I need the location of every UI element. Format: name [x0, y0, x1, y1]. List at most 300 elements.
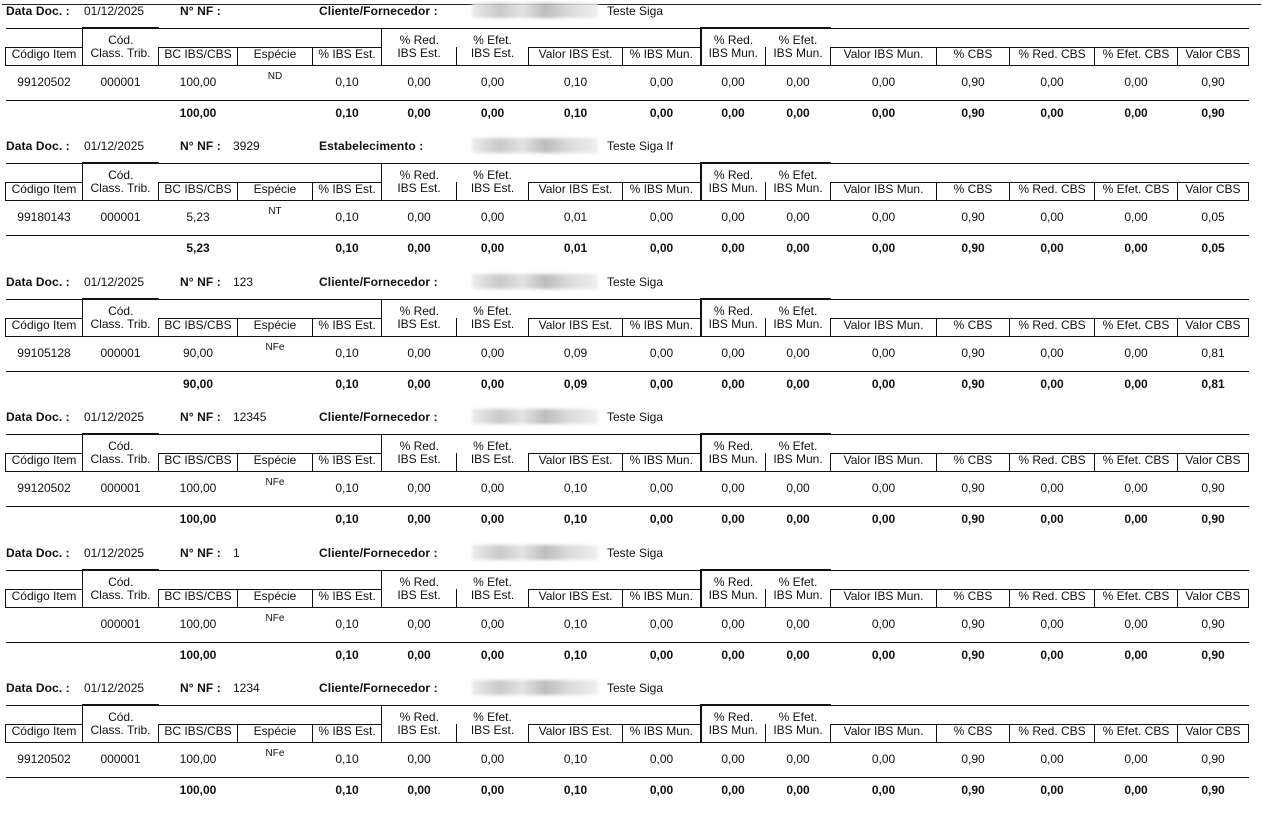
cell-pct-efet-cbs: 0,00 [1124, 210, 1148, 224]
totals-row [6, 371, 1249, 397]
cell-pct-red-ibs-mun: 0,00 [721, 481, 745, 495]
col-header-top-pct-red-ibs-est: % Red. [382, 299, 457, 318]
header-row-bottom [6, 47, 1249, 65]
total-valor-ibs-est: 0,09 [529, 371, 623, 397]
total-pct-cbs: 0,90 [937, 777, 1010, 803]
cell-pct-efet-ibs-est: 0,00 [480, 210, 505, 224]
col-header-pct-red-ibs-est: IBS Est. [382, 318, 457, 336]
party-name: Teste Siga [607, 546, 664, 560]
col-header-pct-cbs: % CBS [937, 589, 1010, 607]
col-header-valor-ibs-mun: Valor IBS Mun. [831, 47, 937, 65]
col-header-cod-class-trib: Class. Trib. [83, 47, 159, 65]
party-name: Teste Siga [607, 681, 664, 695]
cell-valor-ibs-mun: 0,00 [871, 752, 896, 766]
total-especie [238, 235, 313, 261]
totals-row [6, 642, 1249, 668]
cell-valor-ibs-est: 0,10 [563, 617, 588, 631]
total-pct-red-ibs-mun: 0,00 [701, 777, 766, 803]
items-table [5, 27, 1249, 126]
total-pct-efet-cbs: 0,00 [1095, 371, 1178, 397]
redacted-party-id [472, 680, 598, 695]
redacted-party-id [472, 545, 598, 560]
party-name: Teste Siga If [607, 139, 674, 153]
total-bc-ibs-cbs: 100,00 [159, 506, 238, 532]
col-header-pct-red-cbs: % Red. CBS [1010, 724, 1095, 742]
total-valor-ibs-mun: 0,00 [831, 777, 937, 803]
col-header-top-valor-ibs-est [529, 705, 623, 724]
redacted-party-id [472, 138, 598, 153]
total-codigo-item [6, 371, 83, 397]
cell-pct-ibs-est: 0,10 [335, 210, 359, 224]
document-header [0, 409, 1263, 425]
col-header-top-valor-cbs [1178, 28, 1249, 47]
col-header-top-pct-efet-ibs-mun: % Efet. [766, 28, 831, 47]
cell-pct-efet-ibs-est: 0,00 [480, 75, 505, 89]
total-pct-ibs-est: 0,10 [313, 777, 382, 803]
col-header-top-pct-red-ibs-est: % Red. [382, 705, 457, 724]
total-cod-class-trib [83, 777, 159, 803]
party-label: Cliente/Fornecedor : [319, 546, 438, 560]
total-pct-efet-cbs: 0,00 [1095, 642, 1178, 668]
col-header-top-pct-efet-ibs-mun: % Efet. [766, 299, 831, 318]
col-header-pct-cbs: % CBS [937, 724, 1010, 742]
col-header-cod-class-trib: Class. Trib. [83, 724, 159, 742]
col-header-pct-efet-cbs: % Efet. CBS [1095, 318, 1178, 336]
col-header-valor-ibs-est: Valor IBS Est. [529, 47, 623, 65]
date-label: Data Doc. : [6, 410, 70, 424]
cell-bc-ibs-cbs: 100,00 [179, 481, 217, 495]
total-codigo-item [6, 642, 83, 668]
document-block [0, 542, 1263, 675]
cell-pct-ibs-est: 0,10 [335, 617, 359, 631]
col-header-pct-red-cbs: % Red. CBS [1010, 453, 1095, 471]
total-bc-ibs-cbs: 100,00 [159, 100, 238, 126]
cell-pct-red-cbs: 0,00 [1040, 752, 1064, 766]
cell-pct-red-cbs: 0,00 [1040, 481, 1064, 495]
col-header-especie: Espécie [238, 453, 313, 471]
total-pct-efet-ibs-est: 0,00 [457, 506, 529, 532]
col-header-top-pct-red-ibs-mun: % Red. [701, 299, 766, 318]
col-header-valor-ibs-mun: Valor IBS Mun. [831, 182, 937, 200]
total-pct-efet-ibs-est: 0,00 [457, 371, 529, 397]
totals-row [6, 100, 1249, 126]
col-header-top-valor-ibs-est [529, 570, 623, 589]
col-header-valor-ibs-est: Valor IBS Est. [529, 182, 623, 200]
cell-bc-ibs-cbs: 100,00 [179, 75, 217, 89]
col-header-top-pct-red-ibs-est: % Red. [382, 163, 457, 182]
col-header-top-especie [238, 299, 313, 318]
col-header-top-pct-efet-ibs-mun: % Efet. [766, 163, 831, 182]
col-header-top-valor-ibs-est [529, 434, 623, 453]
col-header-valor-cbs: Valor CBS [1178, 47, 1249, 65]
table-row [6, 607, 1249, 642]
table-row [6, 742, 1249, 777]
cell-pct-efet-cbs: 0,00 [1124, 346, 1148, 360]
col-header-pct-efet-ibs-mun: IBS Mun. [766, 724, 831, 742]
total-especie [238, 642, 313, 668]
total-codigo-item [6, 235, 83, 261]
col-header-top-valor-ibs-est [529, 28, 623, 47]
nf-number: 3929 [233, 139, 260, 153]
total-cod-class-trib [83, 506, 159, 532]
cell-pct-red-ibs-est: 0,00 [407, 617, 431, 631]
col-header-top-valor-cbs [1178, 705, 1249, 724]
col-header-valor-ibs-est: Valor IBS Est. [529, 318, 623, 336]
total-pct-red-ibs-mun: 0,00 [701, 100, 766, 126]
col-header-pct-efet-ibs-est: IBS Est. [457, 724, 529, 742]
cell-pct-red-cbs: 0,00 [1040, 210, 1064, 224]
doc-date: 01/12/2025 [84, 546, 145, 560]
col-header-top-pct-ibs-mun [623, 570, 701, 589]
col-header-especie: Espécie [238, 47, 313, 65]
col-header-pct-efet-ibs-est: IBS Est. [457, 47, 529, 65]
total-pct-ibs-mun: 0,00 [623, 506, 701, 532]
total-cod-class-trib [83, 642, 159, 668]
col-header-pct-cbs: % CBS [937, 47, 1010, 65]
col-header-pct-red-ibs-mun: IBS Mun. [701, 182, 766, 200]
total-pct-red-ibs-mun: 0,00 [701, 506, 766, 532]
col-header-especie: Espécie [238, 182, 313, 200]
total-valor-ibs-est: 0,10 [529, 100, 623, 126]
total-valor-ibs-mun: 0,00 [831, 642, 937, 668]
col-header-top-especie [238, 570, 313, 589]
col-header-cod-class-trib: Class. Trib. [83, 318, 159, 336]
total-valor-ibs-mun: 0,00 [831, 506, 937, 532]
cell-codigo-item: 99120502 [17, 752, 71, 766]
total-pct-efet-ibs-est: 0,00 [457, 777, 529, 803]
cell-pct-red-ibs-mun: 0,00 [721, 75, 745, 89]
col-header-top-cod-class-trib: Cód. [83, 705, 159, 724]
total-bc-ibs-cbs: 100,00 [159, 642, 238, 668]
col-header-top-pct-ibs-mun [623, 705, 701, 724]
col-header-pct-ibs-est: % IBS Est. [313, 47, 382, 65]
col-header-pct-cbs: % CBS [937, 182, 1010, 200]
col-header-top-cod-class-trib: Cód. [83, 28, 159, 47]
col-header-valor-cbs: Valor CBS [1178, 182, 1249, 200]
total-pct-efet-ibs-mun: 0,00 [766, 777, 831, 803]
total-pct-ibs-mun: 0,00 [623, 642, 701, 668]
col-header-top-pct-ibs-mun [623, 163, 701, 182]
totals-row [6, 506, 1249, 532]
total-pct-cbs: 0,90 [937, 235, 1010, 261]
date-label: Data Doc. : [6, 546, 70, 560]
cell-cod-class-trib: 000001 [100, 346, 141, 360]
total-valor-ibs-est: 0,01 [529, 235, 623, 261]
total-pct-efet-ibs-mun: 0,00 [766, 235, 831, 261]
redacted-party-id [472, 3, 598, 18]
cell-pct-red-cbs: 0,00 [1040, 346, 1064, 360]
col-header-top-bc-ibs-cbs [159, 434, 238, 453]
doc-date: 01/12/2025 [84, 275, 145, 289]
cell-pct-efet-cbs: 0,00 [1124, 617, 1148, 631]
doc-date: 01/12/2025 [84, 4, 145, 18]
cell-pct-red-ibs-est: 0,00 [407, 752, 431, 766]
total-cod-class-trib [83, 100, 159, 126]
col-header-top-cod-class-trib: Cód. [83, 570, 159, 589]
col-header-pct-red-ibs-est: IBS Est. [382, 724, 457, 742]
cell-cod-class-trib: 000001 [100, 752, 141, 766]
party-label: Cliente/Fornecedor : [319, 275, 438, 289]
cell-bc-ibs-cbs: 5,23 [186, 210, 210, 224]
col-header-top-pct-red-ibs-est: % Red. [382, 434, 457, 453]
col-header-pct-efet-ibs-est: IBS Est. [457, 318, 529, 336]
document-block [0, 271, 1263, 404]
col-header-pct-ibs-est: % IBS Est. [313, 318, 382, 336]
party-label: Cliente/Fornecedor : [319, 4, 438, 18]
cell-especie: NFe [265, 747, 285, 759]
total-pct-ibs-mun: 0,00 [623, 235, 701, 261]
col-header-top-valor-ibs-mun [831, 163, 937, 182]
total-cod-class-trib [83, 371, 159, 397]
col-header-top-pct-red-ibs-mun: % Red. [701, 28, 766, 47]
col-header-valor-cbs: Valor CBS [1178, 589, 1249, 607]
col-header-top-pct-cbs [937, 299, 1010, 318]
col-header-top-codigo-item [6, 28, 83, 47]
col-header-top-pct-ibs-est [313, 705, 382, 724]
col-header-top-valor-ibs-mun [831, 434, 937, 453]
document-header [0, 274, 1263, 290]
total-valor-cbs: 0,05 [1178, 235, 1249, 261]
date-label: Data Doc. : [6, 681, 70, 695]
cell-pct-red-cbs: 0,00 [1040, 75, 1064, 89]
col-header-top-pct-efet-cbs [1095, 28, 1178, 47]
total-pct-efet-cbs: 0,00 [1095, 506, 1178, 532]
header-row-top [6, 434, 1249, 453]
cell-valor-ibs-est: 0,09 [563, 346, 588, 360]
doc-date: 01/12/2025 [84, 139, 145, 153]
cell-valor-cbs: 0,90 [1201, 481, 1225, 495]
total-pct-efet-ibs-est: 0,00 [457, 235, 529, 261]
total-pct-cbs: 0,90 [937, 506, 1010, 532]
header-row-top [6, 570, 1249, 589]
col-header-valor-ibs-mun: Valor IBS Mun. [831, 453, 937, 471]
header-row-bottom [6, 318, 1249, 336]
col-header-top-valor-ibs-mun [831, 299, 937, 318]
cell-pct-efet-ibs-mun: 0,00 [786, 481, 810, 495]
col-header-bc-ibs-cbs: BC IBS/CBS [159, 724, 238, 742]
nf-number: 1234 [233, 681, 260, 695]
nf-label: N° NF : [180, 410, 221, 424]
col-header-top-pct-ibs-est [313, 570, 382, 589]
total-valor-cbs: 0,90 [1178, 777, 1249, 803]
cell-cod-class-trib: 000001 [100, 481, 141, 495]
col-header-top-valor-cbs [1178, 434, 1249, 453]
total-bc-ibs-cbs: 100,00 [159, 777, 238, 803]
cell-pct-ibs-est: 0,10 [335, 752, 359, 766]
items-table [5, 704, 1249, 803]
cell-valor-ibs-mun: 0,00 [871, 346, 896, 360]
nf-label: N° NF : [180, 681, 221, 695]
total-pct-red-ibs-mun: 0,00 [701, 235, 766, 261]
col-header-top-pct-red-cbs [1010, 570, 1095, 589]
col-header-top-pct-efet-ibs-est: % Efet. [457, 434, 529, 453]
cell-bc-ibs-cbs: 100,00 [179, 617, 217, 631]
col-header-top-pct-cbs [937, 28, 1010, 47]
total-pct-red-cbs: 0,00 [1010, 506, 1095, 532]
col-header-top-valor-ibs-mun [831, 705, 937, 724]
total-bc-ibs-cbs: 5,23 [159, 235, 238, 261]
col-header-valor-ibs-mun: Valor IBS Mun. [831, 724, 937, 742]
col-header-top-pct-efet-ibs-est: % Efet. [457, 28, 529, 47]
col-header-pct-red-ibs-mun: IBS Mun. [701, 453, 766, 471]
col-header-top-pct-ibs-mun [623, 299, 701, 318]
total-pct-ibs-mun: 0,00 [623, 777, 701, 803]
cell-pct-efet-ibs-mun: 0,00 [786, 75, 810, 89]
col-header-top-pct-cbs [937, 163, 1010, 182]
col-header-top-pct-efet-ibs-mun: % Efet. [766, 705, 831, 724]
cell-valor-cbs: 0,90 [1201, 75, 1225, 89]
cell-pct-efet-cbs: 0,00 [1124, 75, 1148, 89]
cell-pct-red-ibs-est: 0,00 [407, 75, 431, 89]
cell-pct-red-ibs-mun: 0,00 [721, 210, 745, 224]
col-header-top-codigo-item [6, 299, 83, 318]
cell-valor-cbs: 0,90 [1201, 752, 1225, 766]
total-cod-class-trib [83, 235, 159, 261]
cell-pct-cbs: 0,90 [961, 210, 985, 224]
col-header-top-codigo-item [6, 705, 83, 724]
cell-bc-ibs-cbs: 100,00 [179, 752, 217, 766]
total-pct-efet-cbs: 0,00 [1095, 235, 1178, 261]
col-header-top-codigo-item [6, 570, 83, 589]
cell-pct-ibs-mun: 0,00 [649, 210, 674, 224]
col-header-cod-class-trib: Class. Trib. [83, 182, 159, 200]
cell-pct-efet-ibs-mun: 0,00 [786, 346, 810, 360]
cell-pct-cbs: 0,90 [961, 346, 985, 360]
total-pct-red-ibs-mun: 0,00 [701, 642, 766, 668]
col-header-top-pct-efet-ibs-mun: % Efet. [766, 570, 831, 589]
cell-especie: NT [268, 205, 282, 217]
cell-especie: NFe [265, 341, 285, 353]
header-row-bottom [6, 589, 1249, 607]
cell-pct-efet-ibs-mun: 0,00 [786, 752, 810, 766]
total-pct-red-cbs: 0,00 [1010, 642, 1095, 668]
col-header-top-pct-red-cbs [1010, 434, 1095, 453]
total-valor-ibs-est: 0,10 [529, 506, 623, 532]
total-especie [238, 506, 313, 532]
total-pct-efet-ibs-mun: 0,00 [766, 371, 831, 397]
col-header-top-pct-efet-ibs-est: % Efet. [457, 705, 529, 724]
cell-pct-ibs-mun: 0,00 [649, 481, 674, 495]
cell-pct-efet-ibs-est: 0,00 [480, 346, 505, 360]
total-pct-ibs-mun: 0,00 [623, 100, 701, 126]
total-valor-cbs: 0,81 [1178, 371, 1249, 397]
col-header-top-pct-efet-cbs [1095, 299, 1178, 318]
document-block [0, 677, 1263, 810]
col-header-top-valor-cbs [1178, 299, 1249, 318]
total-pct-efet-ibs-est: 0,00 [457, 642, 529, 668]
col-header-top-especie [238, 434, 313, 453]
col-header-top-codigo-item [6, 434, 83, 453]
col-header-top-pct-red-cbs [1010, 299, 1095, 318]
cell-valor-ibs-est: 0,10 [563, 75, 588, 89]
col-header-especie: Espécie [238, 724, 313, 742]
col-header-valor-ibs-est: Valor IBS Est. [529, 724, 623, 742]
cell-valor-ibs-est: 0,01 [563, 210, 588, 224]
cell-especie: ND [267, 70, 283, 82]
cell-pct-ibs-mun: 0,00 [649, 752, 674, 766]
total-pct-ibs-est: 0,10 [313, 506, 382, 532]
col-header-top-pct-efet-ibs-est: % Efet. [457, 163, 529, 182]
col-header-pct-ibs-est: % IBS Est. [313, 182, 382, 200]
table-row [6, 65, 1249, 100]
col-header-valor-ibs-mun: Valor IBS Mun. [831, 589, 937, 607]
header-row-bottom [6, 182, 1249, 200]
nf-number: 123 [233, 275, 254, 289]
document-block [0, 0, 1263, 133]
col-header-top-pct-cbs [937, 434, 1010, 453]
nf-number: 12345 [233, 410, 267, 424]
cell-pct-ibs-est: 0,10 [335, 75, 359, 89]
table-row [6, 336, 1249, 371]
col-header-codigo-item: Código Item [6, 47, 83, 65]
total-pct-ibs-est: 0,10 [313, 371, 382, 397]
cell-pct-red-ibs-mun: 0,00 [721, 752, 745, 766]
cell-cod-class-trib: 000001 [100, 210, 141, 224]
party-name: Teste Siga [607, 275, 664, 289]
items-table [5, 298, 1249, 397]
total-pct-red-ibs-est: 0,00 [382, 777, 457, 803]
redacted-party-id [472, 409, 598, 424]
col-header-top-valor-ibs-est [529, 299, 623, 318]
cell-pct-efet-ibs-est: 0,00 [480, 617, 505, 631]
col-header-top-valor-cbs [1178, 163, 1249, 182]
header-row-bottom [6, 453, 1249, 471]
total-pct-red-ibs-est: 0,00 [382, 235, 457, 261]
col-header-top-valor-ibs-mun [831, 28, 937, 47]
col-header-top-pct-red-ibs-mun: % Red. [701, 570, 766, 589]
col-header-pct-cbs: % CBS [937, 318, 1010, 336]
total-especie [238, 100, 313, 126]
col-header-pct-red-cbs: % Red. CBS [1010, 47, 1095, 65]
cell-valor-ibs-est: 0,10 [563, 752, 588, 766]
cell-pct-red-ibs-est: 0,00 [407, 210, 431, 224]
cell-valor-ibs-mun: 0,00 [871, 210, 896, 224]
col-header-valor-cbs: Valor CBS [1178, 318, 1249, 336]
col-header-pct-efet-cbs: % Efet. CBS [1095, 47, 1178, 65]
col-header-bc-ibs-cbs: BC IBS/CBS [159, 182, 238, 200]
total-especie [238, 777, 313, 803]
cell-codigo-item: 99120502 [17, 481, 71, 495]
total-pct-red-cbs: 0,00 [1010, 371, 1095, 397]
col-header-bc-ibs-cbs: BC IBS/CBS [159, 47, 238, 65]
cell-valor-ibs-mun: 0,00 [871, 75, 896, 89]
col-header-pct-red-ibs-mun: IBS Mun. [701, 589, 766, 607]
col-header-top-pct-ibs-est [313, 299, 382, 318]
cell-pct-red-cbs: 0,00 [1040, 617, 1064, 631]
total-valor-cbs: 0,90 [1178, 642, 1249, 668]
header-row-bottom [6, 724, 1249, 742]
col-header-pct-ibs-est: % IBS Est. [313, 453, 382, 471]
cell-codigo-item: 99180143 [17, 210, 71, 224]
col-header-top-pct-efet-ibs-est: % Efet. [457, 299, 529, 318]
col-header-pct-efet-ibs-mun: IBS Mun. [766, 318, 831, 336]
col-header-pct-red-cbs: % Red. CBS [1010, 182, 1095, 200]
col-header-top-valor-ibs-est [529, 163, 623, 182]
col-header-top-bc-ibs-cbs [159, 705, 238, 724]
col-header-top-pct-efet-cbs [1095, 705, 1178, 724]
cell-valor-ibs-mun: 0,00 [871, 617, 896, 631]
col-header-valor-cbs: Valor CBS [1178, 453, 1249, 471]
col-header-codigo-item: Código Item [6, 182, 83, 200]
table-row [6, 471, 1249, 506]
total-valor-ibs-est: 0,10 [529, 777, 623, 803]
col-header-pct-efet-cbs: % Efet. CBS [1095, 182, 1178, 200]
cell-codigo-item [6, 607, 83, 642]
header-row-top [6, 28, 1249, 47]
col-header-codigo-item: Código Item [6, 318, 83, 336]
col-header-pct-efet-cbs: % Efet. CBS [1095, 453, 1178, 471]
cell-pct-cbs: 0,90 [961, 481, 985, 495]
